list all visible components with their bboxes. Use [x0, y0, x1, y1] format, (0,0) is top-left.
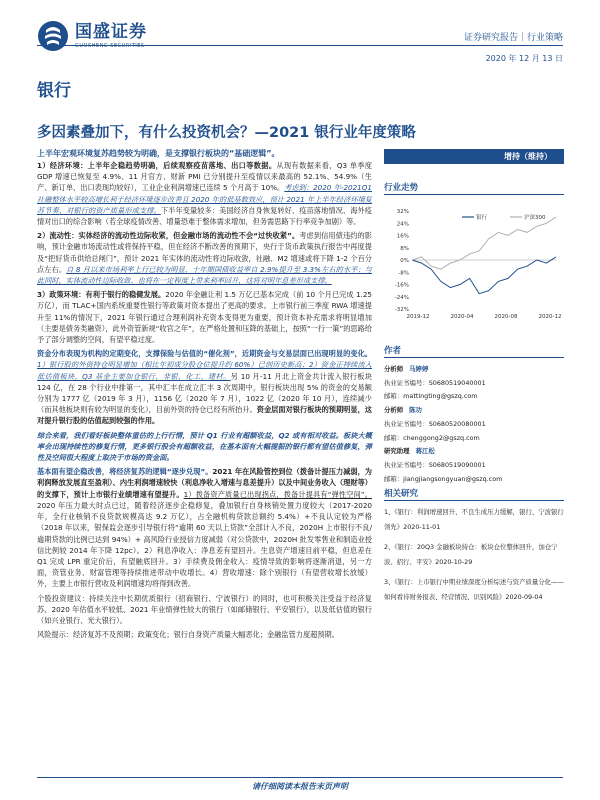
author-block — [384, 404, 564, 445]
logo-en-text: GUOSHENG SECURITIES — [75, 42, 145, 49]
p6-text2: 2020 年压力最大时点已过，随着经济逐步企稳修复，叠加银行自身核销处置力度较大（2017-2020 年，全行业核销不良贷款规模高达 9.2 万亿），占全融机构贷款总额约 5.4%）+不良认定较为严格（2018 年以来，银保监会逐步引导银行将“逾期 60 天以上贷款”全部计入不良，2020H 上市银行不良/逾期贷款的比例已达到 94%）+ 高风险行业授信力度减弱（对公贷款中，2020H 批发零售业和制造业授信比例较 2014 年下降 12pc）。 — [37, 500, 372, 555]
related-report-item[interactable]: 1、《银行：利润增速回升、不良生成压力缓解，银行、宁波银行领先》2020-11-01 — [384, 508, 564, 531]
author-email[interactable]: mattingting@gszq.com — [403, 392, 478, 401]
cert-label: 执业证书编号： — [384, 419, 429, 428]
related-report-item[interactable]: 2、《银行：20Q3 金融板块持仓：板块仓位整体回升，加仓宁波、招行、平安》2020-10-29 — [384, 543, 558, 566]
p4-heading: 资金分布表现为机构的定期变化，支撑保险与估值的“催化剂”，近期资金与交易层面已出现明显的变化。 — [37, 349, 372, 359]
y-tick-label: 0% — [400, 258, 409, 264]
reports-title: 相关研究 — [384, 489, 419, 499]
related-report-item[interactable]: 3、《银行：上市银行中期业绩深度分析综述与资产质量分化——如何看待财务报表、经营情况、识别风险》2020-09-04 — [384, 578, 564, 601]
authors-title: 作者 — [384, 346, 402, 356]
paragraph-liquidity — [37, 230, 372, 286]
author-email[interactable]: jiangjiangsongyuan@gszq.com — [403, 474, 503, 483]
footer-divider — [37, 777, 563, 778]
email-label: 邮箱： — [384, 474, 404, 483]
p3-text: 2020 年金融让利 1.5 万亿已基本完成（前 10 个月已完成 1.25 万亿），而 TLAC+国内系统重要性银行等政策对资本提出了更高的要求。上市银行前三季度 RWA 增速提升至 11%的情况下，2021 年银行通过合理利润补充资本变得更为重要，预计资本补充需求将明显增加（主要是债务类融资），此外资管新规“收官之年”，在严格处置和压降的基础上，按照“一行一策”的思路给予了部分调整的空间，有望平稳过度。 — [37, 290, 372, 345]
author-cert: S0680519090001 — [428, 460, 486, 469]
authors-divider — [384, 357, 564, 358]
company-logo — [37, 19, 177, 53]
logo-cn-text: 国盛证券 — [75, 21, 147, 42]
p1-tail: 下半年变量较多：美国经济自身恢复转好、疫苗落地情况、海外疫情对出口的综合影响（若全球疫情改善、增量恐难于整体需求增加，但务需思路下行率竞争加剧）等。 — [37, 205, 372, 227]
author-block — [384, 363, 564, 404]
y-tick-label: -24% — [394, 294, 409, 301]
industry-name: 银行 — [37, 81, 71, 101]
cert-label: 执业证书编号： — [384, 460, 429, 469]
p2-text: 考虑到信用债违约的影响，预计金融市场流动性或将保持平稳，但在经济不断改善的预期下，央行于货币政策执行报告中再度提及“把好货币供给总闸门”，预计 2021 年实体的流动性将边际收敛，社融、M2 增速或将下降 1-2 个百分点左右。 — [37, 231, 372, 274]
author-cert: S0680520080001 — [428, 419, 486, 428]
email-label: 邮箱： — [384, 433, 404, 442]
x-tick-label: 2020-04 — [450, 314, 474, 320]
paragraph-fundamentals — [37, 466, 372, 589]
y-tick-label: -8% — [398, 270, 409, 277]
author-email[interactable]: chenggong2@gszq.com — [403, 433, 480, 442]
paragraph-policy — [37, 289, 372, 345]
page-title: 多因素叠加下，有什么投资机会？—2021 银行业年度策略 — [37, 125, 416, 141]
author-name: 蒋江松 — [415, 447, 435, 456]
author-name: 马婷婷 — [409, 365, 429, 373]
y-tick-label: 32% — [396, 209, 409, 215]
related-reports — [384, 505, 566, 611]
paragraph-risk: 风险提示：经济复苏不及预期；政策变化；银行自身资产质量大幅恶化；金融监管力度超预期。 — [37, 630, 339, 640]
author-name: 陈功 — [409, 406, 422, 415]
paragraph-stock-picks — [37, 593, 372, 627]
header-meta — [464, 30, 563, 64]
rating-badge: 增持（维持） — [384, 149, 564, 164]
p1-heading: 1）经济环境：上半年企稳趋势明确，后续观察疫苗落地、出口等数据。 — [37, 161, 277, 170]
author-role: 研究助理 — [384, 447, 410, 456]
legend-label: 银行 — [476, 215, 488, 221]
p6-text: 2021 年在风险管控到位（拨备计提压力减弱，为利润释放发展直至盈利）、内生利润增速较快（利息净收入增速与息差提升）以及中间业务收入（理财等）的支撑下，预计上市银行业绩增速有望提升。 — [37, 467, 372, 499]
y-tick-label: -16% — [394, 282, 409, 289]
x-tick-label: 2020-08 — [494, 314, 518, 320]
p3-heading: 3）政策环境：有利于银行的稳健发展。 — [37, 290, 166, 300]
p4-italic: 1）银行股的外资持仓明显增加（相比年初成分股仓位提升约 60%）已创历史新高；2）资金正持续流入低估值板块，Q3 基金主要加仓银行、非银、化工、建材。 — [37, 360, 372, 381]
author-role: 分析师 — [384, 365, 404, 373]
p6-text3: 2）利息净收入：净息差有望回升。生息资产增速目前平稳，但息差在 Q1 完成 LPR 重定价后，有望触底回升。3）手续费及佣金收入：疫情导致的影响将逐渐消退，另一方面，资管业务、财富管理等持续推进带动中收增长。4）营收增速：除个别银行（有望营收增长放缓）外，主要上市银行营收及利润增速均将得到改善。 — [37, 545, 372, 589]
authors-list — [384, 363, 564, 486]
trend-chart — [384, 205, 564, 325]
trend-title: 行业走势 — [384, 183, 419, 193]
footer-disclaimer: 请仔细阅读本报告末页声明 — [252, 782, 348, 791]
report-type: 证券研究报告｜行业策略 — [463, 33, 563, 43]
y-tick-label: 8% — [400, 245, 409, 252]
paragraph-economy — [37, 160, 372, 227]
p1-italic: 考虑到：2020 年-2021Q1 社融整体水平较高增长利于经济环境逐步改善且 2020 年的低基数效应，预计 2021 年上半年经济环境复苏节奏、对银行的资产质量形成支撑。 — [37, 183, 372, 215]
p2-italic: 自 8 月以来市场利率上行已较为明显，十年期国债收益率自 2.9%提升至 3.3%左右的水平；与此同时，实体流动性边际收敛、也将在一定程度上带来利率回升，这将对明年息差形成支撑。 — [37, 264, 372, 286]
report-date: 2020 年 12 月 13 日 — [485, 54, 563, 63]
y-tick-label: 24% — [396, 221, 409, 228]
p2-heading: 2）流动性：实体经济的流动性边际收紧，但金融市场的流动性不会“过快收紧”。 — [37, 231, 300, 241]
series-line-0 — [412, 257, 556, 294]
p4-text: 另 10 月-11 月北上资金共计流入银行板块 124 亿，在 28 个行业中排第一，其中汇丰在成立汇丰 3 次周期中，银行板块出现 5% 的资金的交易额分别为 1777 亿（2019 年 3 月），1156 亿（2020 年 7 月），1022 亿（2020 年 10 月），连续减少（而其他板块则有较为明显的变化），目前外资的持仓已经有所抬升。 — [37, 371, 372, 415]
p1-text: 从现有数据来看，Q3 单季度 GDP 增速已恢复至 4.9%、11 月官方、财新 PMI 已分别提升至疫情以来最高的 52.1%、54.9%（生产、新订单、出口表现均较好），工业企业利润增速已连续 5 个月高于 10%。 — [37, 161, 372, 193]
paragraph-summary: 综合来看，我们看好板块整体重估的上行行情，预计 Q1 行业有超额收益，Q2 或有相对收益。板块大概率会出现持续性的修复行情，更多银行股会有超额收益，在基本面有大幅提振的银行都有望估值修复，弹性及空间很大程度上取决于市场的资金面。 — [37, 430, 372, 463]
subtitle: 上半年宏观环境复苏趋势较为明确，是支撑银行板块的“基础逻辑”。 — [37, 149, 280, 158]
paragraph-capital — [37, 348, 372, 426]
trend-divider — [384, 194, 564, 195]
guosheng-logo-icon — [37, 20, 69, 52]
author-block — [384, 445, 564, 486]
email-label: 邮箱： — [384, 392, 404, 401]
reports-divider — [384, 500, 564, 501]
p7-text: 个股投资建议：持续关注中长期优质银行（招商银行、宁波银行）的同时，也可积极关注受益于经济复苏、2020 年估值水平较低、2021 年业绩弹性较大的银行（如邮储银行、平安银行），以及低估值的银行（如兴业银行、光大银行）。 — [37, 593, 372, 625]
header-divider — [37, 45, 563, 46]
report-body — [37, 160, 372, 643]
p4-bold: 资金层面对银行板块的预期明显，这对提升银行股的估值起到较强的作用。 — [37, 405, 372, 426]
y-tick-label: 16% — [396, 233, 409, 240]
author-cert: S0680519040001 — [428, 378, 486, 387]
x-tick-label: 2019-12 — [406, 314, 430, 320]
cert-label: 执业证书编号： — [384, 378, 429, 387]
p6-heading: 基本面有望企稳改善，将经济复苏的逻辑“逐步兑现”。 — [37, 467, 213, 477]
y-tick-label: -32% — [394, 307, 409, 313]
author-role: 分析师 — [384, 406, 404, 415]
legend-label: 沪深300 — [524, 215, 546, 221]
x-tick-label: 2020-12 — [538, 314, 562, 320]
p6-underline: 1）拨备资产质量已出现拐点，拨备计提具有“弹性空间”。 — [183, 489, 372, 499]
